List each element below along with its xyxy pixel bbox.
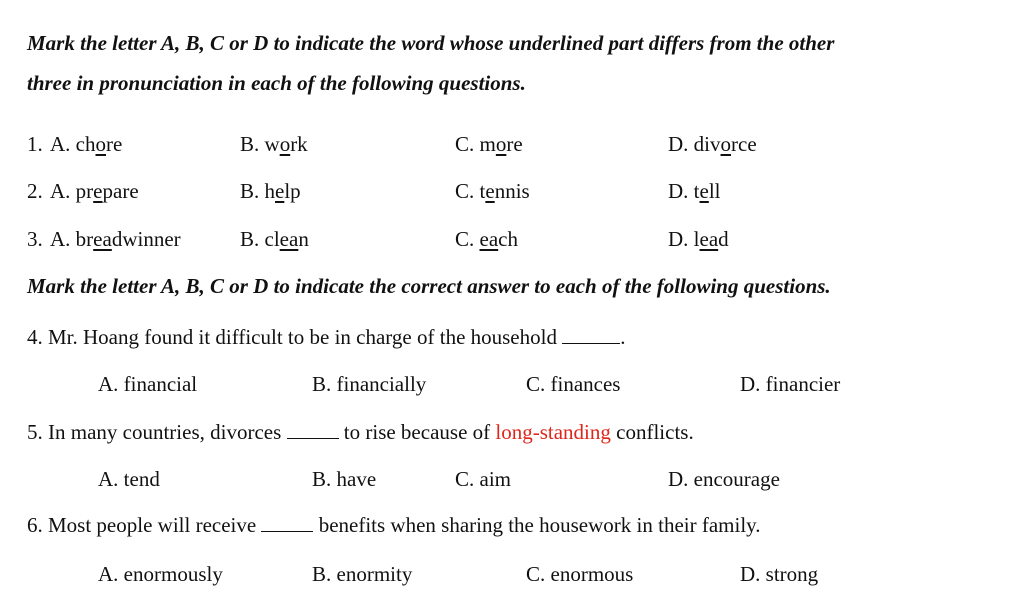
option-5b: B. have xyxy=(312,467,377,491)
option-6a: A. enormously xyxy=(98,562,223,586)
option-6c: C. enormous xyxy=(526,562,634,586)
answer-blank xyxy=(287,420,339,439)
answer-blank xyxy=(562,325,620,344)
option-5a: A. tend xyxy=(98,467,160,491)
option-1b: B. work xyxy=(240,132,308,156)
instruction-correct-answer: Mark the letter A, B, C or D to indicate the correct answer to each of the following questions. xyxy=(27,274,831,298)
option-4d: D. financier xyxy=(740,372,841,396)
question-4-stem: 4. Mr. Hoang found it difficult to be in charge of the household . xyxy=(27,325,626,349)
question-number: 3. xyxy=(27,227,43,251)
option-6d: D. strong xyxy=(740,562,819,586)
option-5c: C. aim xyxy=(455,467,511,491)
instruction-pronunciation-line1: Mark the letter A, B, C or D to indicate the word whose underlined part differs from the other xyxy=(27,31,835,55)
option-2a: A. prepare xyxy=(50,179,139,203)
option-6b: B. enormity xyxy=(312,562,413,586)
option-2b: B. help xyxy=(240,179,301,203)
option-4b: B. financially xyxy=(312,372,427,396)
option-5d: D. encourage xyxy=(668,467,780,491)
option-3b: B. clean xyxy=(240,227,309,251)
question-5-stem: 5. In many countries, divorces to rise because of long-standing conflicts. xyxy=(27,420,694,444)
option-3a: A. breadwinner xyxy=(50,227,181,251)
option-3d: D. lead xyxy=(668,227,729,251)
option-1a: A. chore xyxy=(50,132,123,156)
question-number: 2. xyxy=(27,179,43,203)
instruction-pronunciation-line2: three in pronunciation in each of the following questions. xyxy=(27,71,526,95)
option-1d: D. divorce xyxy=(668,132,757,156)
option-3c: C. each xyxy=(455,227,518,251)
answer-blank xyxy=(261,513,313,532)
option-4a: A. financial xyxy=(98,372,198,396)
question-6-stem: 6. Most people will receive benefits when sharing the housework in their family. xyxy=(27,513,761,537)
option-2d: D. tell xyxy=(668,179,721,203)
highlighted-word: long-standing xyxy=(495,420,611,444)
option-1c: C. more xyxy=(455,132,523,156)
option-2c: C. tennis xyxy=(455,179,530,203)
option-4c: C. finances xyxy=(526,372,621,396)
question-number: 1. xyxy=(27,132,43,156)
